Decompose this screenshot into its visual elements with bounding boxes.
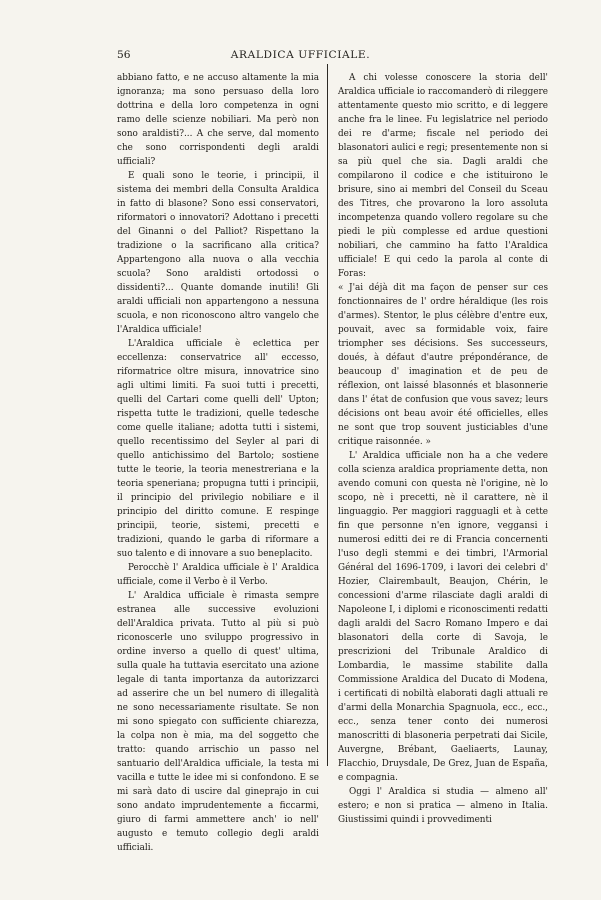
- paragraph: A chi volesse conoscere la storia dell' Araldica ufficiale io raccomanderò di rileggere attentamente questo mio scritto, e di leggere anche fra le linee. Fu legislatrice nel periodo dei re d'arme; fiscale nel periodo dei blasonatori aulici e regi; presentemente non si sa più quel che sia. Dagli araldi che compilarono il codice e che istituirono le brisure, sino ai membri del Conseil du Sceau des Titres, che provarono la loro assoluta incompetenza quando vollero regolare su che piedi le più complesse ed ardue questioni nobiliari, che cammino ha fatto l'Araldica ufficiale! E qui cedo la parola al conte di Foras:: [338, 73, 548, 279]
- paragraph: abbiano fatto, e ne accuso altamente la mia ignoranza; ma sono persuaso della loro dottrina e della loro competenza in ogni ramo delle scienze nobiliari. Ma però non sono araldisti?... A che serve, dal momento che sono corrispondenti degli araldi ufficiali?: [117, 73, 319, 167]
- column-divider: [327, 64, 328, 766]
- running-title: ARALDICA UFFICIALE.: [230, 49, 371, 61]
- left-column: [117, 71, 319, 855]
- paragraph: E quali sono le teorie, i principii, il sistema dei membri della Consulta Araldica in fatto di blasone? Sono essi conservatori, riformatori o innovatori? Adottano i precetti del Ginanni o del Palliot? Rispettano la tradizione o la sacrificano alla critica? Appartengono alla nuova o alla vecchia scuola? Sono araldisti ortodossi o dissidenti?... Quante domande inutili! Gli araldi ufficiali non appartengono a nessuna scuola, e non riconoscono altro vangelo che l'Araldica ufficiale!: [117, 171, 319, 335]
- paragraph: Oggi l' Araldica si studia — almeno all' estero; e non si pratica — almeno in Italia. Giustissimi quindi i provvedimenti: [338, 787, 548, 825]
- paragraph: L'Araldica ufficiale è eclettica per eccellenza: conservatrice all' eccesso, riformatrice oltre misura, innovatrice sino agli ultimi limiti. Fa suoi tutti i precetti, quelli del Cartari come quelli dell' Upton; rispetta tutte le tradizioni, quelle tedesche come quelle italiane; adotta tutti i sistemi, quello recentissimo del Seyler al pari di quello antichissimo del Bartolo; sostiene tutte le teorie, la teoria menestreriana e la teoria speneriana; propugna tutti i principii, il principio del privilegio nobiliare e il principio del diritto comune. E respinge principii, teorie, sistemi, precetti e tradizioni, quando le garba di riformare a suo talento e di innovare a suo beneplacito.: [117, 339, 319, 559]
- paragraph: L' Araldica ufficiale non ha a che vedere colla scienza araldica propriamente detta, non avendo comuni con questa nè l'origine, nè lo scopo, nè i precetti, nè il carattere, nè il linguaggio. Per maggiori ragguagli et à cette fin que personne n'en ignore, veggansi i numerosi editti dei re di Francia concernenti l'uso degli stemmi e dei timbri, l'Armorial Général del 1696-1709, i lavori dei celebri d' Hozier, Clairembault, Beaujon, Chérin, le concessioni d'arme rilasciate dagli araldi di Napoleone I, i diplomi e riconoscimenti redatti dagli araldi del Sacro Romano Impero e dai blasonatori della corte di Savoja, le prescrizioni del Tribunale Araldico di Lombardia, le massime stabilite dalla Commissione Araldica del Ducato di Modena, i certificati di nobiltà elaborati dagli attuali re d'armi della Monarchia Spagnuola, ecc., ecc., ecc., senza tener conto dei numerosi manoscritti di blasoneria perpetrati dai Sicile, Auvergne, Brébant, Gaeliaerts, Launay, Flacchio, Druysdale, De Grez, Juan de España, e compagnia.: [338, 451, 548, 783]
- page-header: [117, 48, 484, 62]
- paragraph: L' Araldica ufficiale è rimasta sempre estranea alle successive evoluzioni dell'Araldica privata. Tutto al più si può riconoscerle uno sviluppo progressivo in ordine inverso a quello di quest' ultima, sulla quale ha tuttavia esercitato una azione legale di tanta importanza da autorizzarci ad asserire che un bel numero di illegalità ne sono necessariamente risultate. Se non mi sono spiegato con sufficiente chiarezza, la colpa non è mia, ma del soggetto che tratto: quando arrischio un passo nel santuario dell'Araldica ufficiale, la testa mi vacilla e tutte le idee mi si confondono. E se mi sarà dato di uscire dal gineprajo in cui sono andato imprudentemente a ficcarmi, giuro di farmi ammettere anch' io nell' augusto e temuto collegio degli araldi ufficiali.: [117, 591, 319, 853]
- page-number: 56: [117, 49, 131, 61]
- paragraph: Perocchè l' Araldica ufficiale è l' Araldica ufficiale, come il Verbo è il Verbo.: [117, 563, 319, 587]
- quotation-paragraph: « J'ai déjà dit ma façon de penser sur ces fonctionnaires de l' ordre héraldique (les rois d'armes). Stentor, le plus célèbre d'entre eux, pouvait, avec sa formidable voix, faire triompher ses décisions. Ses successeurs, doués, à défaut d'autre prépondérance, de beaucoup d' imagination et de peu de réflexion, ont laissé blasonnés et blasonnerie dans l' état de confusion que vous savez; leurs décisions ont beau avoir été officielles, elles ne sont que trop souvent justiciables d'une critique raisonnée. »: [338, 283, 548, 447]
- right-column: [338, 71, 548, 827]
